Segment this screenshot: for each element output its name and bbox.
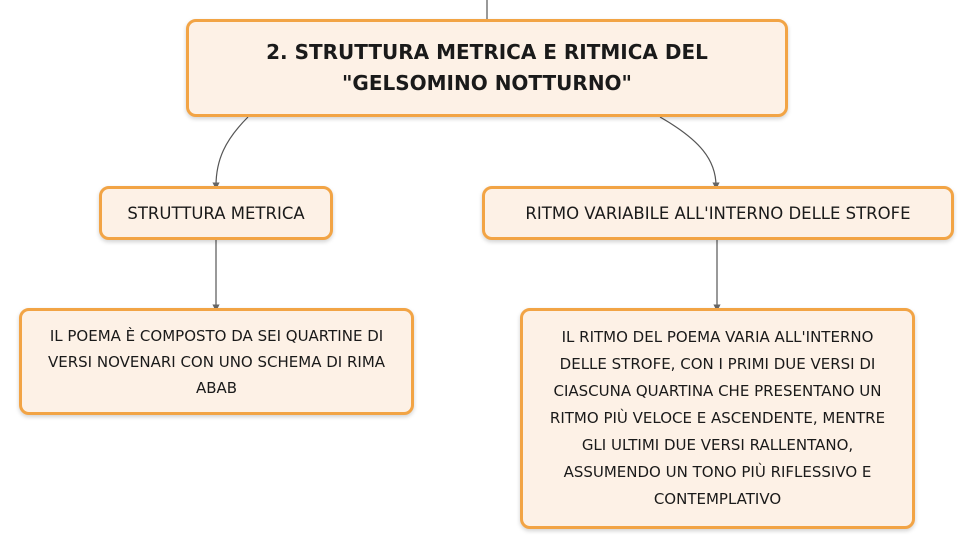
node-ritmo-variabile[interactable] xyxy=(482,186,954,240)
root-node[interactable] xyxy=(186,19,788,117)
node-ritmo-variabile-detail[interactable] xyxy=(520,308,915,529)
root-title-line2: "GELSOMINO NOTTURNO" xyxy=(342,71,632,95)
root-title-line1: 2. STRUTTURA METRICA E RITMICA DEL xyxy=(266,40,708,64)
connector-root-to-ritmo xyxy=(660,117,716,186)
node-struttura-metrica[interactable] xyxy=(99,186,333,240)
node-struttura-metrica-label: STRUTTURA METRICA xyxy=(127,203,305,223)
connector-root-to-metrica xyxy=(216,117,248,186)
node-ritmo-variabile-detail-text: IL RITMO DEL POEMA VARIA ALL'INTERNO DELLE STROFE, CON I PRIMI DUE VERSI DI CIASCUNA QUARTINA CHE PRESENTANO UN RITMO PIÙ VELOCE E ASCENDENTE, MENTRE GLI ULTIMI DUE VERSI RALLENTANO, ASSUMENDO UN TONO PIÙ RIFLESSIVO E CONTEMPLATIVO xyxy=(549,328,886,508)
node-struttura-metrica-detail-text: IL POEMA È COMPOSTO DA SEI QUARTINE DI VERSI NOVENARI CON UNO SCHEMA DI RIMA ABAB xyxy=(47,326,386,397)
node-ritmo-variabile-label: RITMO VARIABILE ALL'INTERNO DELLE STROFE xyxy=(525,203,911,223)
node-struttura-metrica-detail[interactable] xyxy=(19,308,414,415)
root-node-text xyxy=(266,37,708,99)
